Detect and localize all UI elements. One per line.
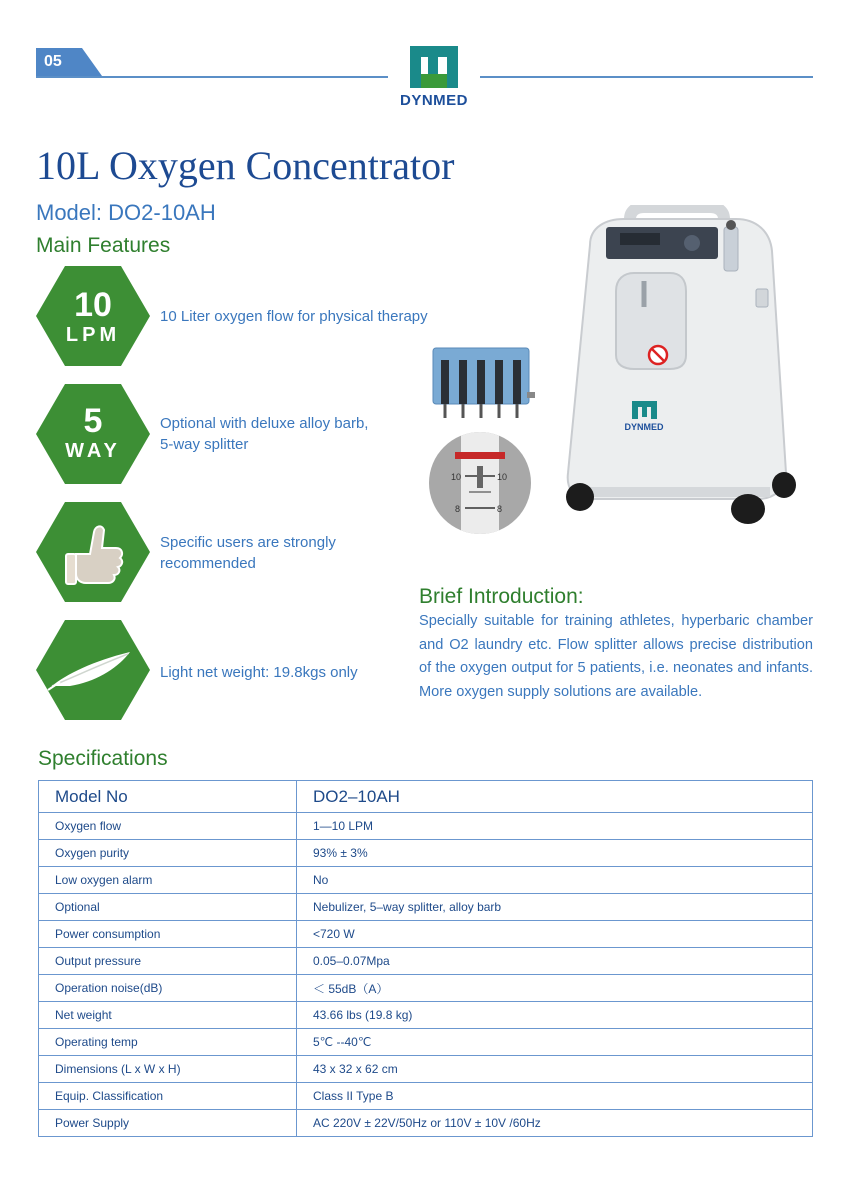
table-header-row <box>39 781 813 813</box>
badge-number: 5 <box>83 402 103 440</box>
gauge-mark: 10 <box>497 472 508 482</box>
page-number: 05 <box>44 53 62 70</box>
thumbs-up-icon <box>36 502 150 602</box>
badge-unit: LPM <box>65 324 121 346</box>
gauge-mark: 8 <box>455 504 461 514</box>
table-row <box>39 840 813 867</box>
badge-recommended <box>36 502 150 602</box>
table-row <box>39 1056 813 1083</box>
table-row <box>39 813 813 840</box>
spec-value: Nebulizer, 5–way splitter, alloy barb <box>297 894 813 921</box>
spec-value: <720 W <box>297 921 813 948</box>
spec-value: 43 x 32 x 62 cm <box>297 1056 813 1083</box>
badge-number: 10 <box>74 286 112 324</box>
flowmeter-gauge-image <box>427 430 533 536</box>
badge-10-lpm <box>36 266 150 366</box>
spec-value: 5℃ --40℃ <box>297 1029 813 1056</box>
spec-label: Operation noise(dB) <box>39 975 297 1002</box>
feature-text <box>160 532 336 574</box>
spec-label: Power consumption <box>39 921 297 948</box>
intro-heading: Brief Introduction: <box>419 585 584 608</box>
specs-heading: Specifications <box>38 747 168 770</box>
table-row <box>39 1110 813 1137</box>
spec-label: Net weight <box>39 1002 297 1029</box>
table-row <box>39 1029 813 1056</box>
brand-mark-icon <box>386 42 482 92</box>
spec-label: Low oxygen alarm <box>39 867 297 894</box>
spec-label: Operating temp <box>39 1029 297 1056</box>
feather-icon <box>36 620 150 720</box>
spec-value: 0.05–0.07Mpa <box>297 948 813 975</box>
gauge-mark: 10 <box>451 472 462 482</box>
badge-unit: WAY <box>65 440 121 462</box>
gauge-mark: 8 <box>497 504 503 514</box>
flow-splitter-image <box>427 340 537 430</box>
feature-text: Light net weight: 19.8kgs only <box>160 664 358 681</box>
spec-label: Dimensions (L x W x H) <box>39 1056 297 1083</box>
intro-paragraph: Specially suitable for training athletes, hyperbaric chamber and O2 laundry etc. Flow splitter allows precise distribution of the oxygen output for 5 patients, i.e. neonates and infants. More oxygen supply solutions are available. <box>419 613 813 700</box>
spec-value: 43.66 lbs (19.8 kg) <box>297 1002 813 1029</box>
feature-text <box>160 413 368 455</box>
table-row <box>39 921 813 948</box>
table-row <box>39 894 813 921</box>
spec-label: Power Supply <box>39 1110 297 1137</box>
header-rule-left <box>36 76 388 78</box>
feature-text-line: Specific users are strongly <box>160 534 336 551</box>
feature-text: 10 Liter oxygen flow for physical therapy <box>160 308 428 325</box>
spec-value: 1—10 LPM <box>297 813 813 840</box>
oxygen-concentrator-image <box>560 205 800 535</box>
model-subtitle: Model: DO2-10AH <box>36 200 216 225</box>
header-cell: Model No <box>39 781 297 813</box>
feature-text-line: 5-way splitter <box>160 436 249 453</box>
badge-5-way <box>36 384 150 484</box>
header-rule-right <box>480 76 813 78</box>
table-row <box>39 948 813 975</box>
table-row <box>39 1002 813 1029</box>
feature-text-line: recommended <box>160 555 256 572</box>
page-number-tab <box>36 48 102 76</box>
table-row <box>39 1083 813 1110</box>
brand-logo <box>386 42 482 112</box>
spec-value: No <box>297 867 813 894</box>
spec-value: Class II Type B <box>297 1083 813 1110</box>
spec-label: Optional <box>39 894 297 921</box>
device-logo-icon <box>632 401 657 419</box>
spec-label: Output pressure <box>39 948 297 975</box>
specs-table <box>38 780 813 1137</box>
spec-value: ＜ 55dB（A） <box>297 975 813 1002</box>
badge-lightweight <box>36 620 150 720</box>
spec-label: Equip. Classification <box>39 1083 297 1110</box>
spec-value: AC 220V ± 22V/50Hz or 110V ± 10V /60Hz <box>297 1110 813 1137</box>
table-row <box>39 867 813 894</box>
table-row <box>39 975 813 1002</box>
spec-value: 93% ± 3% <box>297 840 813 867</box>
features-heading: Main Features <box>36 234 171 257</box>
feature-text-line: Optional with deluxe alloy barb, <box>160 415 369 432</box>
spec-label: Oxygen purity <box>39 840 297 867</box>
device-logo-text: DYNMED <box>624 422 664 432</box>
page-title: 10L Oxygen Concentrator <box>36 143 455 188</box>
brand-name: DYNMED <box>399 92 468 109</box>
header-cell: DO2–10AH <box>297 781 813 813</box>
spec-label: Oxygen flow <box>39 813 297 840</box>
